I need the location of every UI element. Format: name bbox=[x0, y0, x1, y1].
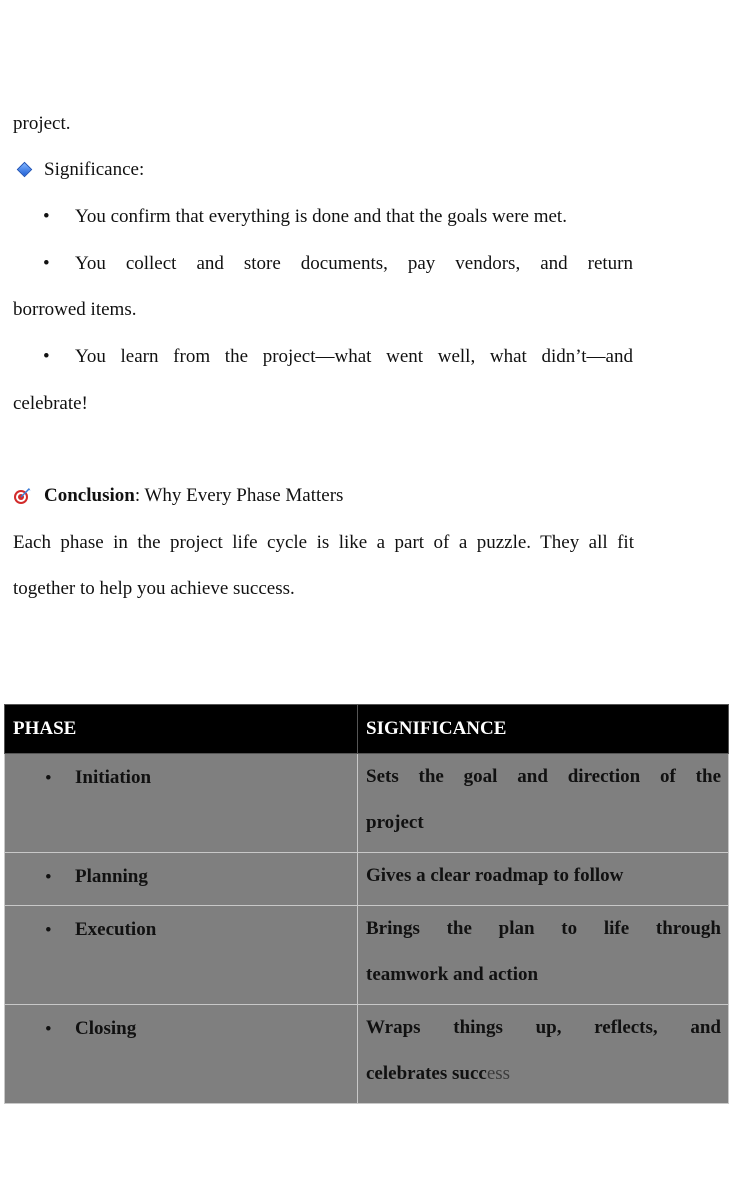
significance-text-faded: ess bbox=[486, 1063, 511, 1084]
bullet-dot: • bbox=[43, 206, 50, 227]
phase-name: Initiation bbox=[75, 767, 152, 788]
table-row bbox=[5, 754, 729, 853]
significance-bullet-3-cont: celebrate! bbox=[13, 393, 88, 414]
significance-bullet-1: You confirm that everything is done and that the goals were met. bbox=[75, 206, 567, 227]
header-phase: PHASE bbox=[5, 705, 358, 754]
significance-text: Sets the goal and direction of the bbox=[366, 766, 721, 787]
bullet-dot: • bbox=[43, 253, 50, 274]
significance-cell bbox=[358, 754, 729, 853]
table-row bbox=[5, 853, 729, 906]
conclusion-title bbox=[44, 485, 343, 507]
significance-cell bbox=[358, 853, 729, 906]
significance-cell bbox=[358, 906, 729, 1005]
phase-cell bbox=[5, 754, 358, 853]
significance-text: Gives a clear roadmap to follow bbox=[366, 865, 624, 886]
table-row bbox=[5, 1005, 729, 1104]
significance-text-cont bbox=[366, 1051, 721, 1097]
bullet-dot: • bbox=[45, 920, 52, 941]
phase-cell bbox=[5, 853, 358, 906]
conclusion-paragraph-line1: Each phase in the project life cycle is like a part of a puzzle. They all fit bbox=[13, 532, 634, 553]
significance-heading: Significance: bbox=[44, 159, 145, 180]
blue-diamond-icon bbox=[17, 162, 33, 178]
phase-cell bbox=[5, 906, 358, 1005]
table-header-row bbox=[5, 705, 729, 754]
phase-name: Closing bbox=[75, 1018, 137, 1039]
phase-table bbox=[4, 704, 729, 1104]
bullet-dot: • bbox=[43, 346, 50, 367]
continued-text: project. bbox=[13, 113, 71, 134]
significance-text-cont: project bbox=[366, 812, 424, 833]
conclusion-title-rest: : Why Every Phase Matters bbox=[134, 485, 344, 506]
phase-cell bbox=[5, 1005, 358, 1104]
bullet-dot: • bbox=[45, 768, 52, 789]
header-significance: SIGNIFICANCE bbox=[358, 705, 729, 754]
phase-name: Planning bbox=[75, 866, 148, 887]
significance-text-bold: celebrates succ bbox=[366, 1063, 487, 1084]
significance-bullet-2: You collect and store documents, pay vendors, and return bbox=[75, 253, 633, 274]
bullet-dot: • bbox=[45, 867, 52, 888]
conclusion-title-bold: Conclusion bbox=[44, 485, 135, 506]
conclusion-paragraph-line2: together to help you achieve success. bbox=[13, 578, 295, 599]
significance-bullet-2-cont: borrowed items. bbox=[13, 299, 137, 320]
target-icon bbox=[13, 487, 31, 505]
significance-cell bbox=[358, 1005, 729, 1104]
significance-text: Wraps things up, reflects, and bbox=[366, 1017, 721, 1038]
phase-name: Execution bbox=[75, 919, 157, 940]
bullet-dot: • bbox=[45, 1019, 52, 1040]
significance-text-cont: teamwork and action bbox=[366, 964, 539, 985]
significance-bullet-3: You learn from the project—what went well, what didn’t—and bbox=[75, 346, 633, 367]
significance-text: Brings the plan to life through bbox=[366, 918, 721, 939]
table-row bbox=[5, 906, 729, 1005]
